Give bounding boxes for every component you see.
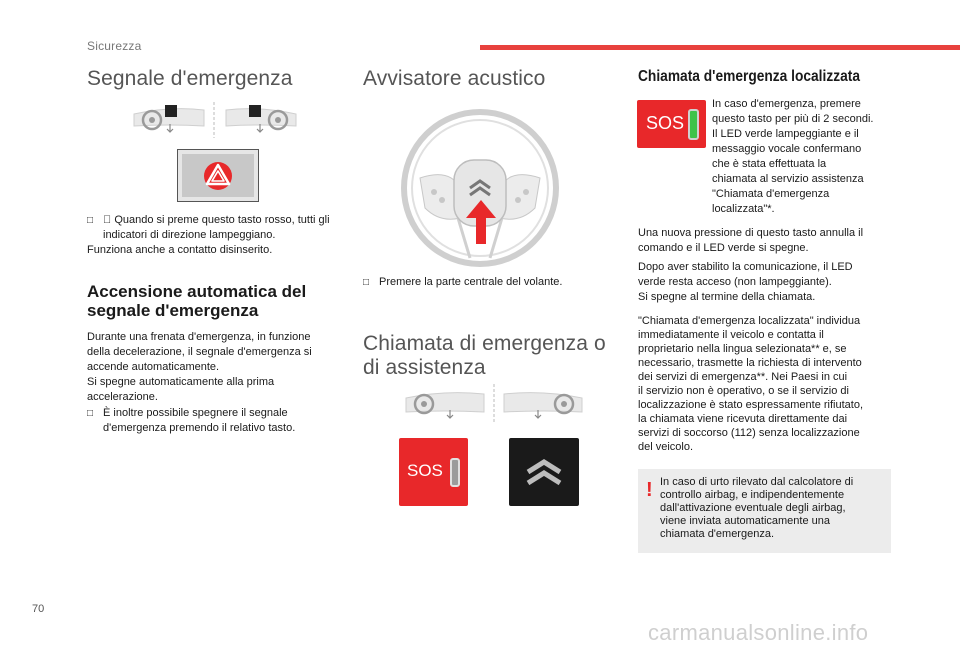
sos-led-icon xyxy=(688,109,699,140)
assist-call-title-1: Chiamata di emergenza o xyxy=(363,332,606,355)
page-number: 70 xyxy=(32,603,45,615)
header-accent-bar xyxy=(480,45,960,50)
local-call-para4: immediatamente il veicolo e contatta il xyxy=(638,329,824,341)
double-chevron-logo-icon xyxy=(524,452,564,492)
local-call-para4: "Chiamata d'emergenza localizzata" individua xyxy=(638,315,861,327)
sos-label: SOS xyxy=(646,113,685,133)
local-call-para4: localizzazione è stato espressamente rifiutato, xyxy=(638,399,864,411)
sos-button[interactable] xyxy=(399,438,468,506)
assist-call-title-2: di assistenza xyxy=(363,356,486,379)
watermark: carmanualsonline.info xyxy=(648,620,869,645)
local-call-para2: Una nuova pressione di questo tasto annulla il xyxy=(638,227,864,239)
local-call-para4: la chiamata viene ricevuta direttamente dai xyxy=(638,413,848,425)
local-call-para4: dei servizi di emergenza**. Nei Paesi in cui xyxy=(638,371,848,383)
airbag-note-line: controllo airbag, e indipendentemente xyxy=(660,489,845,501)
roof-console-illustration xyxy=(404,382,584,424)
sos-led-icon xyxy=(450,458,460,487)
local-call-intro: In caso d'emergenza, premere xyxy=(712,98,861,110)
steering-wheel-horn-illustration xyxy=(400,108,560,268)
local-call-para4: del veicolo. xyxy=(638,441,694,453)
local-call-intro: che è stata effettuata la xyxy=(712,158,827,170)
auto-hazard-line: accelerazione. xyxy=(87,391,158,403)
auto-hazard-line: accende automaticamente. xyxy=(87,361,220,373)
local-call-intro: questo tasto per più di 2 secondi. xyxy=(712,113,874,125)
hazard-note: Funziona anche a contatto disinserito. xyxy=(87,244,273,256)
local-call-para3: Si spegne al termine della chiamata. xyxy=(638,291,816,303)
local-call-intro: chiamata al servizio assistenza xyxy=(712,173,864,185)
hazard-button xyxy=(182,154,254,197)
local-call-para3: Dopo aver stabilito la comunicazione, il LED xyxy=(638,261,853,273)
local-call-para4: necessario, trasmette la richiesta di intervento xyxy=(638,357,862,369)
auto-hazard-line: della decelerazione, il segnale d'emergenza si xyxy=(87,346,312,358)
bullet-icon: □ xyxy=(363,277,370,288)
auto-hazard-title-1: Accensione automatica del xyxy=(87,282,307,301)
sos-label: SOS xyxy=(407,461,443,480)
airbag-note-line: dall'attivazione eventuale degli airbag, xyxy=(660,502,846,514)
hazard-bullet xyxy=(87,213,357,243)
airbag-note-line: viene inviata automaticamente una xyxy=(660,515,830,527)
hazard-button-panel xyxy=(177,149,259,202)
warning-mark-icon: ! xyxy=(646,479,653,501)
local-call-intro: Il LED verde lampeggiante e il xyxy=(712,128,859,140)
local-call-intro: localizzata"*. xyxy=(712,203,775,215)
local-call-para4: servizi di soccorso (112) senza localizzazione xyxy=(638,427,860,439)
local-call-para4: proprietario nella lingua selezionata** e, se xyxy=(638,343,847,355)
assistance-button[interactable] xyxy=(509,438,579,506)
steering-icon xyxy=(406,393,484,418)
bullet-icon: □ xyxy=(87,408,94,419)
local-call-para4: il servizio non è operativo, o se il servizio di xyxy=(638,385,849,397)
local-call-intro: "Chiamata d'emergenza xyxy=(712,188,830,200)
steering-icon xyxy=(504,393,582,418)
steering-icon xyxy=(134,105,204,132)
auto-hazard-title-2: segnale d'emergenza xyxy=(87,301,259,320)
hazard-triangle-icon xyxy=(203,160,233,190)
horn-bullet-text: Premere la parte centrale del volante. xyxy=(379,276,563,288)
local-call-title: Chiamata d'emergenza localizzata xyxy=(638,68,860,85)
local-call-para3: verde resta acceso (non lampeggiante). xyxy=(638,276,832,288)
local-call-intro: messaggio vocale confermano xyxy=(712,143,862,155)
sos-button[interactable] xyxy=(637,100,706,148)
bullet-icon: □ xyxy=(87,215,94,226)
auto-hazard-bullet-1: È inoltre possibile spegnere il segnale xyxy=(103,407,288,419)
auto-hazard-line: Si spegne automaticamente alla prima xyxy=(87,376,275,388)
airbag-note-line: chiamata d'emergenza. xyxy=(660,528,774,540)
hazard-title: Segnale d'emergenza xyxy=(87,67,293,90)
horn-title: Avvisatore acustico xyxy=(363,67,546,90)
airbag-note-line: In caso di urto rilevato dal calcolatore di xyxy=(660,476,854,488)
steering-icon xyxy=(226,105,296,132)
dashboard-illustration xyxy=(130,100,300,140)
hazard-bullet-text: Quando si preme questo tasto rosso, tutti gli indicatori di direzione lampeggiano. xyxy=(103,214,330,241)
auto-hazard-bullet-2: d'emergenza premendo il relativo tasto. xyxy=(103,422,296,434)
local-call-para2: comando e il LED verde si spegne. xyxy=(638,242,809,254)
auto-hazard-line: Durante una frenata d'emergenza, in funzione xyxy=(87,331,311,343)
section-label: Sicurezza xyxy=(87,39,142,53)
